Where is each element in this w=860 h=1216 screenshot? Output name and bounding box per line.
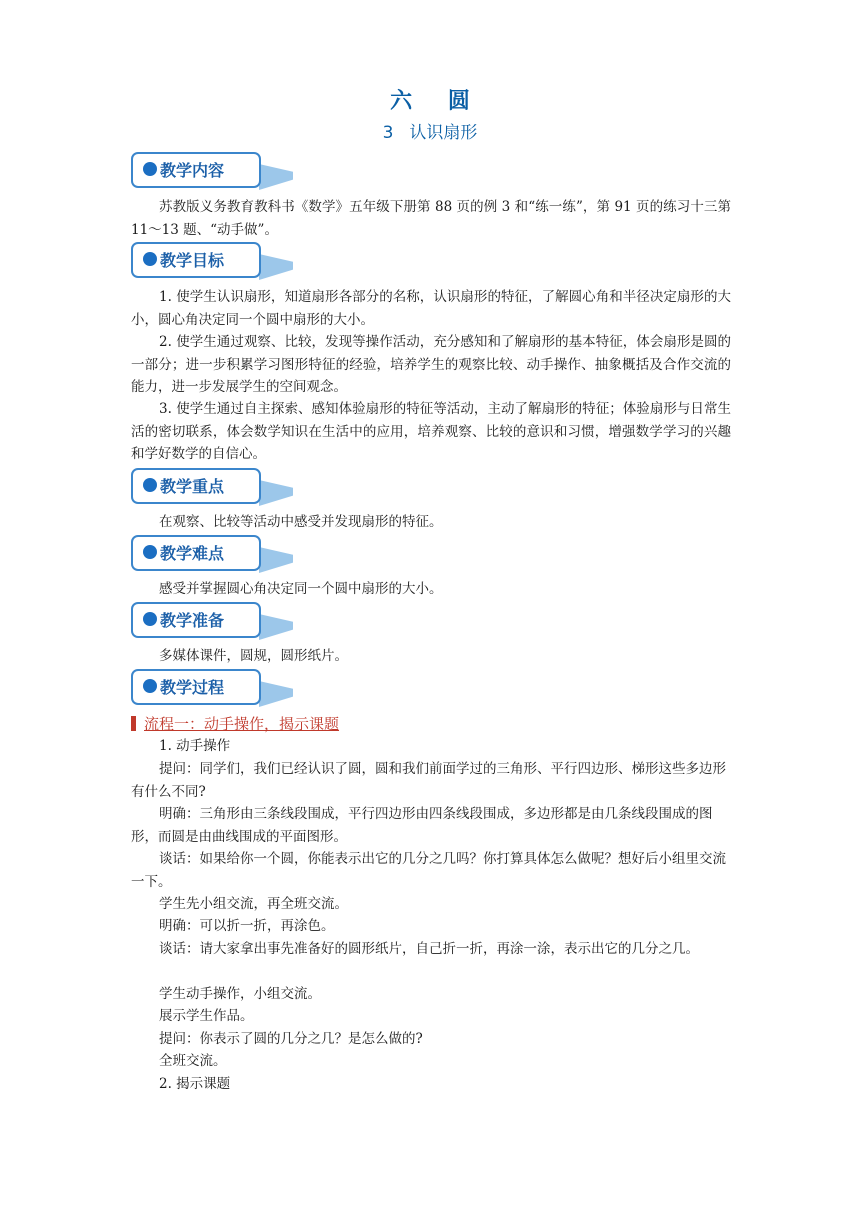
lesson-number: 3 (382, 123, 394, 143)
process-line: 明确：三角形由三条线段围成，平行四边形由四条线段围成，多边形都是由几条线段围成的图形，而圆是由曲线围成的平面图形。 (131, 806, 713, 845)
section-header-process (131, 669, 296, 709)
section-heading: 教学准备 (160, 611, 225, 630)
section-header-difficulties (131, 535, 296, 575)
bullet-dot-icon (143, 252, 157, 266)
process-line: 提问：同学们，我们已经认识了圆，圆和我们前面学过的三角形、平行四边形、梯形这些多边形有什么不同? (131, 761, 726, 800)
preparation-text: 多媒体课件，圆规，圆形纸片。 (159, 648, 348, 664)
section-heading: 教学过程 (160, 678, 225, 697)
lesson-title (0, 118, 860, 143)
section-header-content (131, 152, 296, 192)
flow-title (131, 713, 339, 734)
process-line: 学生先小组交流，再全班交流。 (159, 896, 348, 912)
process-line: 1. 动手操作 (159, 738, 231, 754)
section-heading: 教学内容 (160, 161, 225, 180)
section-heading: 教学重点 (160, 477, 225, 496)
flow-title-text: 流程一：动手操作，揭示课题 (144, 715, 340, 733)
header-arrow-icon (259, 480, 293, 506)
header-arrow-icon (259, 254, 293, 280)
section-heading: 教学难点 (160, 544, 225, 563)
process-line: 提问：你表示了圆的几分之几？是怎么做的? (159, 1031, 423, 1047)
objective-item-1: 1. 使学生认识扇形，知道扇形各部分的名称，认识扇形的特征，了解圆心角和半径决定扇形的大小，圆心角决定同一个圆中扇形的大小。 (131, 289, 731, 328)
objective-item-3: 3. 使学生通过自主探索、感知体验扇形的特征等活动，主动了解扇形的特征；体验扇形与日常生活的密切联系，体会数学知识在生活中的应用，培养观察、比较的意识和习惯，增强数学学习的兴趣和学好数学的自信心。 (131, 401, 731, 462)
process-line: 明确：可以折一折，再涂色。 (159, 918, 335, 934)
lesson-title-text: 认识扇形 (409, 123, 478, 143)
process-line: 谈话：请大家拿出事先准备好的圆形纸片，自己折一折，再涂一涂，表示出它的几分之几。 (159, 941, 699, 957)
header-arrow-icon (259, 681, 293, 707)
bullet-dot-icon (143, 679, 157, 693)
process-line: 全班交流。 (159, 1053, 227, 1069)
bullet-dot-icon (143, 478, 157, 492)
section-header-objectives (131, 242, 296, 282)
bullet-dot-icon (143, 162, 157, 176)
section-header-key-points (131, 468, 296, 508)
key-points-text: 在观察、比较等活动中感受并发现扇形的特征。 (159, 514, 443, 530)
header-arrow-icon (259, 547, 293, 573)
flow-bar-icon (131, 716, 136, 731)
process-line: 展示学生作品。 (159, 1008, 254, 1024)
chapter-title: 六 圆 (390, 89, 484, 114)
header-arrow-icon (259, 614, 293, 640)
section-heading: 教学目标 (160, 251, 225, 270)
bullet-dot-icon (143, 612, 157, 626)
section-header-preparation (131, 602, 296, 642)
content-text: 苏教版义务教育教科书《数学》五年级下册第 88 页的例 3 和“练一练”，第 91 页的练习十三第 11～13 题、“动手做”。 (131, 199, 731, 238)
bullet-dot-icon (143, 545, 157, 559)
difficulties-text: 感受并掌握圆心角决定同一个圆中扇形的大小。 (159, 581, 443, 597)
header-arrow-icon (259, 164, 293, 190)
objective-item-2: 2. 使学生通过观察、比较，发现等操作活动，充分感知和了解扇形的基本特征，体会扇形是圆的一部分；进一步积累学习图形特征的经验，培养学生的观察比较、动手操作、抽象概括及合作交流的能力，进一步发展学生的空间观念。 (131, 334, 731, 395)
process-line: 2. 揭示课题 (159, 1076, 231, 1092)
process-line: 谈话：如果给你一个圆，你能表示出它的几分之几吗？你打算具体怎么做呢？想好后小组里交流一下。 (131, 851, 726, 890)
process-line: 学生动手操作，小组交流。 (159, 986, 321, 1002)
